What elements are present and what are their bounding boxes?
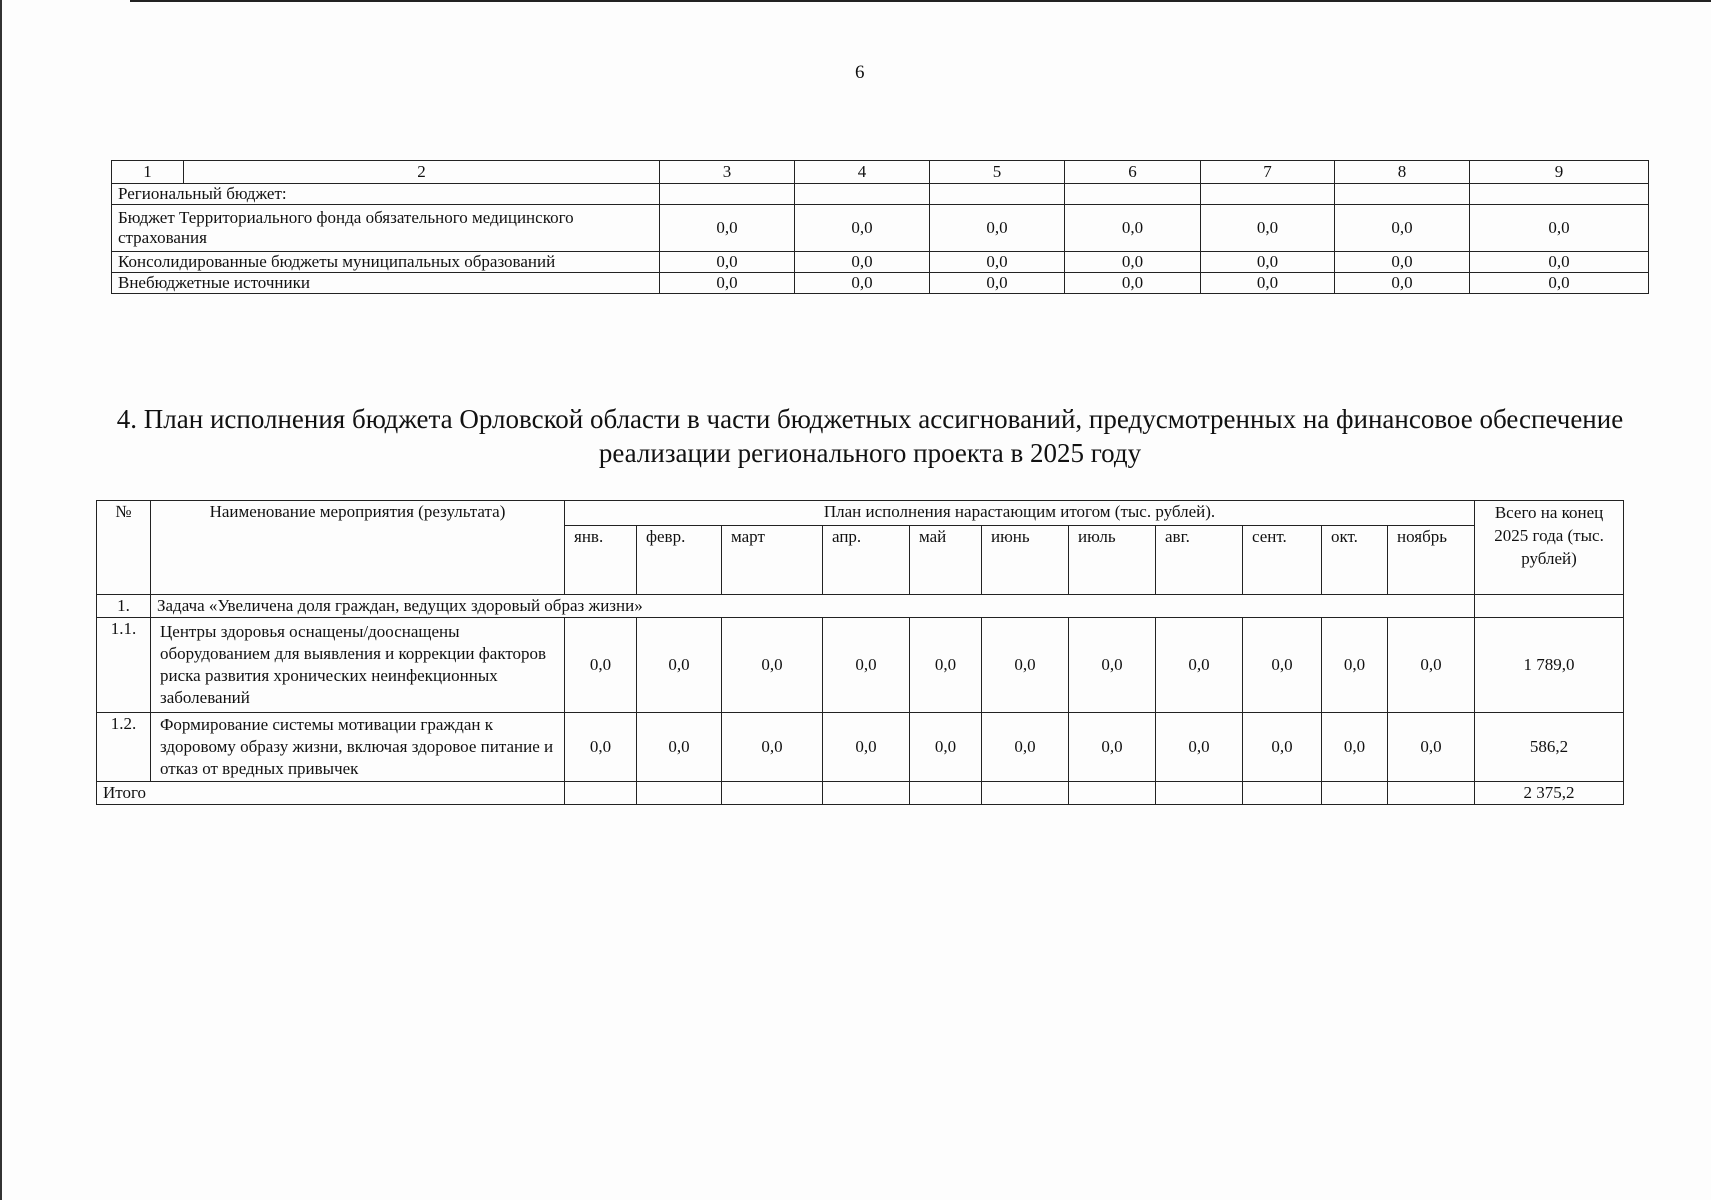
item-name: Центры здоровья оснащены/дооснащены оборудованием для выявления и коррекции факторов риска развития хронических неинфекционных заболеваний — [151, 618, 565, 713]
table1-col-header: 6 — [1065, 161, 1201, 184]
total-month-cell — [1069, 782, 1156, 805]
row-value — [1201, 184, 1335, 205]
item-number: 1.2. — [97, 713, 151, 782]
row-value — [930, 184, 1065, 205]
table-row — [97, 713, 1624, 782]
month-header: сент. — [1243, 526, 1322, 595]
month-value: 0,0 — [565, 618, 637, 713]
table-row — [112, 273, 1649, 294]
row-value: 0,0 — [795, 273, 930, 294]
table1-col-header: 2 — [184, 161, 660, 184]
total-month-cell — [982, 782, 1069, 805]
row-value: 0,0 — [1201, 205, 1335, 252]
month-header: окт. — [1322, 526, 1388, 595]
month-value: 0,0 — [910, 713, 982, 782]
table-row — [112, 205, 1649, 252]
table2-header-row — [97, 501, 1624, 526]
month-value: 0,0 — [1156, 618, 1243, 713]
total-month-cell — [722, 782, 823, 805]
month-value: 0,0 — [823, 713, 910, 782]
total-month-cell — [823, 782, 910, 805]
task-text: Задача «Увеличена доля граждан, ведущих здоровый образ жизни» — [151, 595, 1475, 618]
month-header: июнь — [982, 526, 1069, 595]
month-value: 0,0 — [1069, 713, 1156, 782]
top-border-line — [130, 0, 1711, 2]
row-value: 0,0 — [1470, 252, 1649, 273]
row-value: 0,0 — [1065, 252, 1201, 273]
table1-col-header: 1 — [112, 161, 184, 184]
month-value: 0,0 — [565, 713, 637, 782]
month-value: 0,0 — [637, 618, 722, 713]
month-header: май — [910, 526, 982, 595]
table-row — [112, 184, 1649, 205]
row-value: 0,0 — [1335, 205, 1470, 252]
month-value: 0,0 — [910, 618, 982, 713]
row-value — [1470, 184, 1649, 205]
item-total: 586,2 — [1475, 713, 1624, 782]
table1-col-header: 8 — [1335, 161, 1470, 184]
item-total: 1 789,0 — [1475, 618, 1624, 713]
total-month-cell — [1243, 782, 1322, 805]
left-border-line — [0, 0, 2, 1200]
col-header-plan: План исполнения нарастающим итогом (тыс. рублей). — [565, 501, 1475, 526]
row-value: 0,0 — [660, 273, 795, 294]
task-row — [97, 595, 1624, 618]
section-heading: 4. План исполнения бюджета Орловской области в части бюджетных ассигнований, предусмотренных на финансовое обеспечение реализации регионального проекта в 2025 году — [116, 404, 1624, 468]
month-header: июль — [1069, 526, 1156, 595]
month-value: 0,0 — [1243, 618, 1322, 713]
month-value: 0,0 — [823, 618, 910, 713]
budget-execution-plan-table — [96, 500, 1624, 805]
table1-header-row — [112, 161, 1649, 184]
month-value: 0,0 — [1156, 713, 1243, 782]
month-header: ноябрь — [1388, 526, 1475, 595]
row-value: 0,0 — [930, 252, 1065, 273]
month-header: авг. — [1156, 526, 1243, 595]
table1-col-header: 5 — [930, 161, 1065, 184]
task-total — [1475, 595, 1624, 618]
row-value: 0,0 — [1335, 273, 1470, 294]
row-value: 0,0 — [1065, 273, 1201, 294]
row-value: 0,0 — [1470, 205, 1649, 252]
row-value: 0,0 — [1065, 205, 1201, 252]
item-number: 1.1. — [97, 618, 151, 713]
total-label: Итого — [97, 782, 565, 805]
month-value: 0,0 — [1243, 713, 1322, 782]
total-month-cell — [1322, 782, 1388, 805]
row-value: 0,0 — [660, 252, 795, 273]
row-value: 0,0 — [1470, 273, 1649, 294]
table1-col-header: 7 — [1201, 161, 1335, 184]
row-label: Бюджет Территориального фонда обязательного медицинского страхования — [112, 205, 660, 252]
table1-col-header: 3 — [660, 161, 795, 184]
table1-col-header: 4 — [795, 161, 930, 184]
total-row — [97, 782, 1624, 805]
total-month-cell — [1156, 782, 1243, 805]
row-value: 0,0 — [660, 205, 795, 252]
month-value: 0,0 — [1388, 713, 1475, 782]
month-value: 0,0 — [982, 713, 1069, 782]
row-value: 0,0 — [795, 252, 930, 273]
page-number: 6 — [855, 62, 865, 83]
month-value: 0,0 — [1069, 618, 1156, 713]
row-value — [660, 184, 795, 205]
row-value: 0,0 — [1335, 252, 1470, 273]
month-value: 0,0 — [637, 713, 722, 782]
month-value: 0,0 — [1322, 713, 1388, 782]
total-month-cell — [565, 782, 637, 805]
col-header-name: Наименование мероприятия (результата) — [151, 501, 565, 595]
month-header: февр. — [637, 526, 722, 595]
col-header-total: Всего на конец 2025 года (тыс. рублей) — [1475, 501, 1624, 595]
table-row — [97, 618, 1624, 713]
grand-total: 2 375,2 — [1475, 782, 1624, 805]
item-name: Формирование системы мотивации граждан к здоровому образу жизни, включая здоровое питание и отказ от вредных привычек — [151, 713, 565, 782]
total-month-cell — [910, 782, 982, 805]
total-month-cell — [637, 782, 722, 805]
month-header: янв. — [565, 526, 637, 595]
row-value: 0,0 — [930, 205, 1065, 252]
row-value — [1065, 184, 1201, 205]
month-value: 0,0 — [1388, 618, 1475, 713]
funding-sources-table — [111, 160, 1649, 294]
row-label: Региональный бюджет: — [112, 184, 660, 205]
task-number: 1. — [97, 595, 151, 618]
table-row — [112, 252, 1649, 273]
row-value: 0,0 — [795, 205, 930, 252]
row-value: 0,0 — [1201, 273, 1335, 294]
col-header-no: № — [97, 501, 151, 595]
month-value: 0,0 — [1322, 618, 1388, 713]
row-label: Консолидированные бюджеты муниципальных образований — [112, 252, 660, 273]
row-value: 0,0 — [930, 273, 1065, 294]
row-value: 0,0 — [1201, 252, 1335, 273]
month-header: март — [722, 526, 823, 595]
month-header: апр. — [823, 526, 910, 595]
table1-col-header: 9 — [1470, 161, 1649, 184]
total-month-cell — [1388, 782, 1475, 805]
month-value: 0,0 — [722, 618, 823, 713]
month-value: 0,0 — [722, 713, 823, 782]
row-value — [795, 184, 930, 205]
month-value: 0,0 — [982, 618, 1069, 713]
row-value — [1335, 184, 1470, 205]
row-label: Внебюджетные источники — [112, 273, 660, 294]
